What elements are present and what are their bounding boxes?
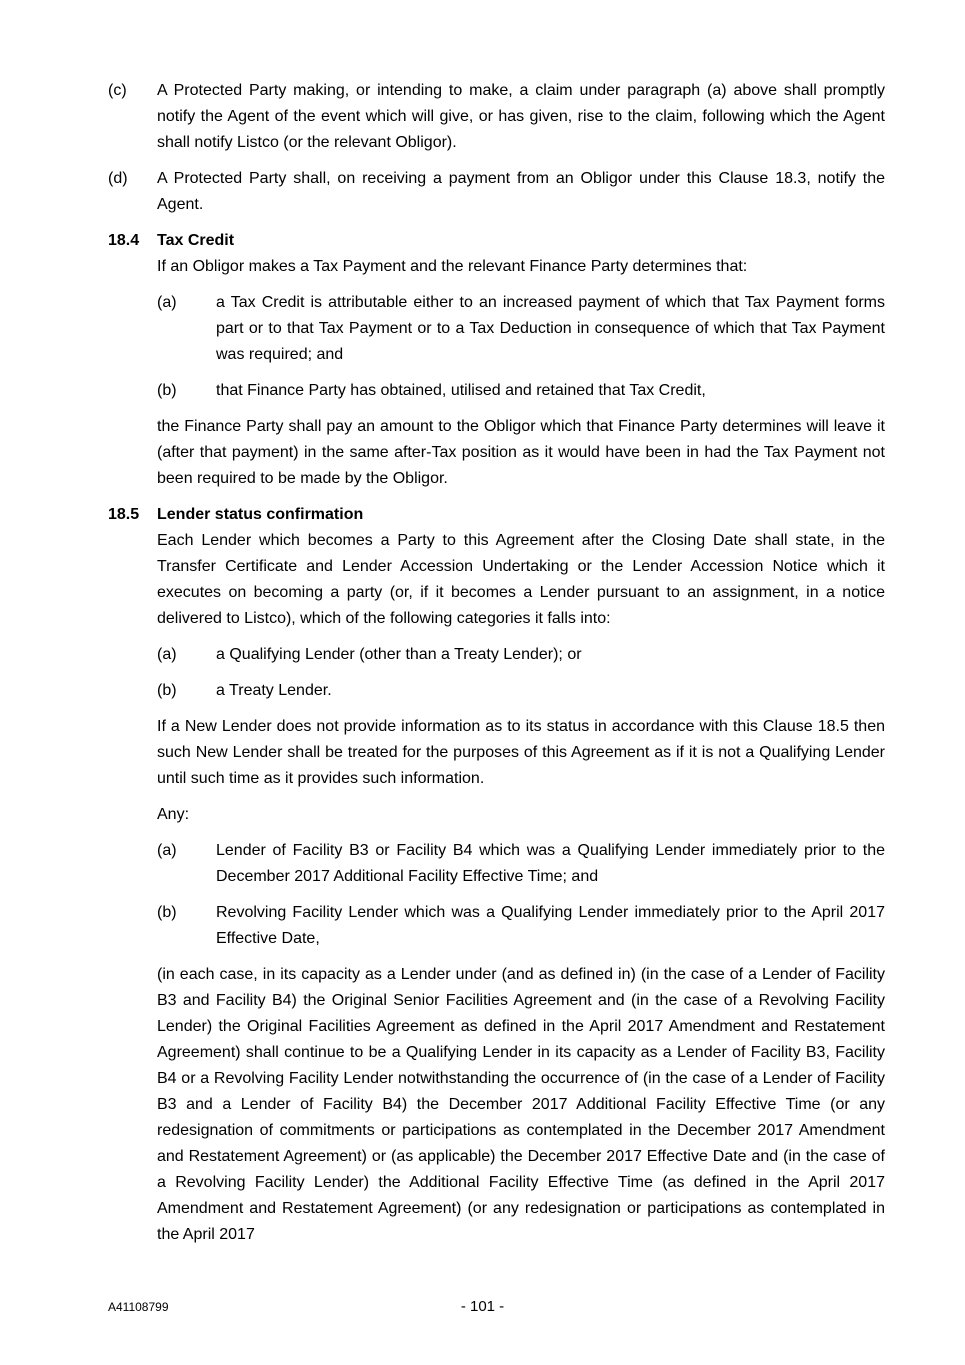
- tax-credit-closing: the Finance Party shall pay an amount to the Obligor which that Finance Party determines will leave it (after that payment) in the same after-Tax position as it would have been in had the Tax Payment not been required to be made by the Obligor.: [157, 418, 885, 487]
- document-id: A41108799: [108, 1300, 169, 1314]
- any-item-text-b: Revolving Facility Lender which was a Qualifying Lender immediately prior to the April 2017 Effective Date,: [216, 904, 885, 947]
- tax-credit-item-label-b: (b): [157, 382, 177, 399]
- lender-status-intro: Each Lender which becomes a Party to this Agreement after the Closing Date shall state, in the Transfer Certificate and Lender Accession Undertaking or the Lender Accession Notice which it executes on becoming a party (or, if it becomes a Lender pursuant to an assignment, in a notice delivered to Listco), which of the following categories it falls into:: [157, 532, 885, 627]
- any-item-label-a: (a): [157, 842, 177, 859]
- lender-status-item-label-a: (a): [157, 646, 177, 663]
- qualifying-lender-continuation-paragraph: (in each case, in its capacity as a Lender under (and as defined in) (in the case of a Lender of Facility B3 and Facility B4) the Original Senior Facilities Agreement and (in the case of a Revolving Facility Lender) the Original Facilities Agreement as defined in the April 2017 Amendment and Restatement Agreement) shall continue to be a Qualifying Lender in its capacity as a Lender of Facility B3, Facility B4 or a Revolving Facility Lender notwithstanding the occurrence of (in the case of a Lender of Facility B3 and a Lender of Facility B4) the December 2017 Additional Facility Effective Time (or any redesignation of commitments or participations as contemplated in the December 2017 Amendment and Restatement Agreement) or (as applicable) the December 2017 Effective Date and (in the case of a Revolving Facility Lender) the Additional Facility Effective Time (as defined in the April 2017 Amendment and Restatement Agreement) (or any redesignation or participations as contemplated in the April 2017: [157, 966, 885, 1243]
- item-text-d: A Protected Party shall, on receiving a payment from an Obligor under this Clause 18.3, notify the Agent.: [157, 170, 885, 213]
- tax-credit-intro: If an Obligor makes a Tax Payment and the relevant Finance Party determines that:: [157, 258, 748, 275]
- lender-status-item-label-b: (b): [157, 682, 177, 699]
- item-label-c: (c): [108, 82, 127, 99]
- any-item-text-a: Lender of Facility B3 or Facility B4 which was a Qualifying Lender immediately prior to the December 2017 Additional Facility Effective Time; and: [216, 842, 885, 885]
- clause-number-18-4: 18.4: [108, 232, 140, 249]
- page-number: - 101 -: [460, 1298, 505, 1315]
- lender-status-item-text-b: a Treaty Lender.: [216, 682, 332, 699]
- tax-credit-item-label-a: (a): [157, 294, 177, 311]
- clause-title-lender-status: Lender status confirmation: [157, 506, 364, 523]
- tax-credit-item-text-b: that Finance Party has obtained, utilised and retained that Tax Credit,: [216, 382, 706, 399]
- tax-credit-item-text-a: a Tax Credit is attributable either to an increased payment of which that Tax Payment forms part or to that Tax Payment or to a Tax Deduction in consequence of which that Tax Payment was required; and: [216, 294, 885, 363]
- clause-title-tax-credit: Tax Credit: [157, 232, 235, 249]
- any-item-label-b: (b): [157, 904, 177, 921]
- item-label-d: (d): [108, 170, 128, 187]
- any-paragraph: Any:: [157, 806, 190, 823]
- item-text-c: A Protected Party making, or intending to make, a claim under paragraph (a) above shall promptly notify the Agent of the event which will give, or has given, rise to the claim, following which the Agent shall notify Listco (or the relevant Obligor).: [157, 82, 885, 151]
- clause-number-18-5: 18.5: [108, 506, 140, 523]
- new-lender-paragraph: If a New Lender does not provide information as to its status in accordance with this Clause 18.5 then such New Lender shall be treated for the purposes of this Agreement as if it is not a Qualifying Lender until such time as it provides such information.: [157, 718, 885, 787]
- lender-status-item-text-a: a Qualifying Lender (other than a Treaty Lender); or: [216, 646, 582, 663]
